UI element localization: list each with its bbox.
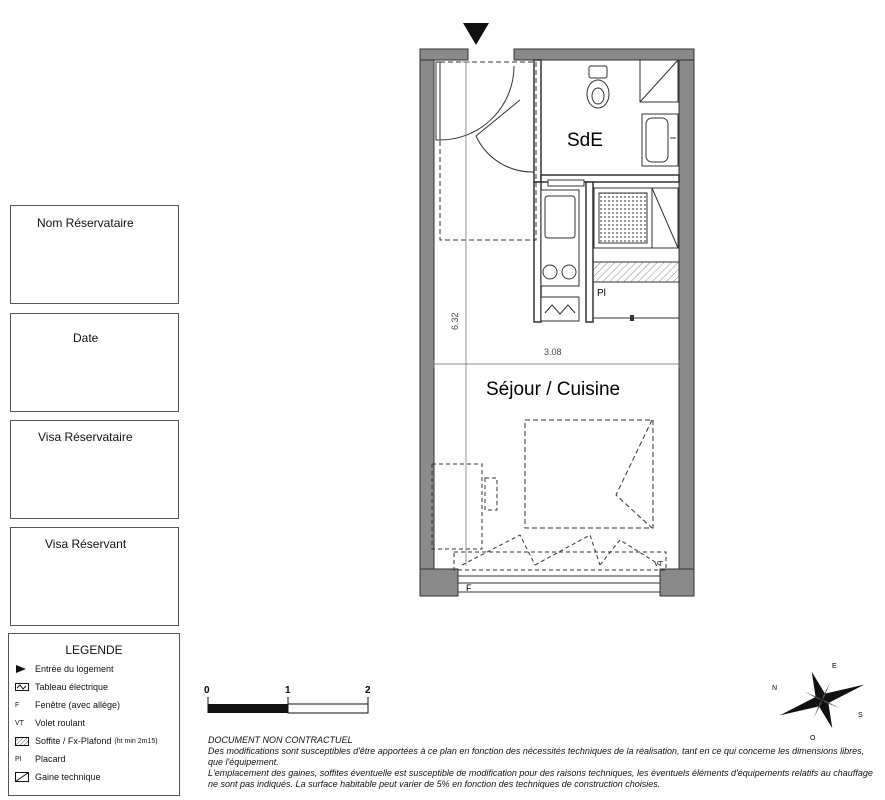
shower	[594, 188, 678, 248]
compass-s: S	[858, 712, 863, 719]
legend-label: Tableau électrique	[35, 682, 109, 692]
table-and-chair	[432, 464, 497, 549]
scale-label-1: 1	[285, 685, 291, 696]
disclaimer-line2: L'emplacement des gaines, soffites éventuelle est susceptible de modification pour des raisons techniques, les éventuels éléments d'équipements relatifs au chauffage ne sont pas indiqués. La surface habitable peut varier de 5% en fonction des techniques de construction choisies.	[208, 768, 873, 789]
dimension-width: 3.08	[544, 347, 562, 357]
legend-label: Volet roulant	[35, 718, 86, 728]
compass-rose-icon	[769, 656, 874, 743]
electrical-panel-icon	[541, 297, 579, 321]
disclaimer	[208, 735, 878, 790]
disclaimer-title: DOCUMENT NON CONTRACTUEL	[208, 735, 353, 745]
nom-reservataire-label: Nom Réservataire	[37, 216, 134, 230]
compass-e: E	[832, 663, 837, 670]
window-swings	[462, 535, 660, 565]
placard-label: Pl	[597, 288, 606, 299]
entrance-arrow-icon	[463, 23, 489, 45]
window-label: F	[466, 583, 472, 593]
bottom-window	[454, 552, 666, 592]
placard-door	[630, 315, 634, 321]
soffite-hatch	[593, 262, 679, 282]
volet-label: VT	[654, 561, 663, 568]
scale-label-2: 2	[365, 685, 371, 696]
room-label-sde: SdE	[567, 130, 603, 151]
legend-sublabel: (ht min 2m15)	[114, 737, 158, 745]
legend-title: LEGENDE	[65, 643, 123, 657]
legend-label: Placard	[35, 754, 66, 764]
date-label: Date	[73, 331, 99, 345]
legend-label: Entrée du logement	[35, 664, 114, 674]
compass-o: O	[810, 735, 816, 742]
gaine-technique	[640, 60, 678, 102]
room-label-sejour: Séjour / Cuisine	[486, 379, 621, 400]
disclaimer-line1: Des modifications sont susceptibles d'être apportées à ce plan en fonction des nécessités techniques de la réalisation, tant en ce qui concerne les dimensions libres, que l'équipement.	[208, 746, 865, 767]
legend-label: Fenêtre (avec allège)	[35, 700, 121, 710]
compass-n: N	[772, 685, 778, 692]
visa-reservataire-label: Visa Réservataire	[38, 430, 133, 444]
dimension-length: 6.32	[450, 312, 460, 330]
washbasin	[642, 114, 678, 166]
window-symbol: F	[15, 701, 20, 709]
bathroom-door	[476, 100, 534, 172]
bed	[525, 420, 653, 528]
legend-label: Soffite / Fx-Plafond	[35, 736, 112, 746]
scale-label-0: 0	[204, 685, 210, 696]
volet-symbol: VT	[15, 719, 24, 727]
kitchen-equipment	[541, 180, 584, 286]
placard-symbol: PI	[15, 755, 22, 763]
legend-label: Gaine technique	[35, 772, 101, 782]
scale-bar	[208, 697, 368, 713]
toilet	[587, 66, 609, 108]
visa-reservant-label: Visa Réservant	[45, 537, 127, 551]
